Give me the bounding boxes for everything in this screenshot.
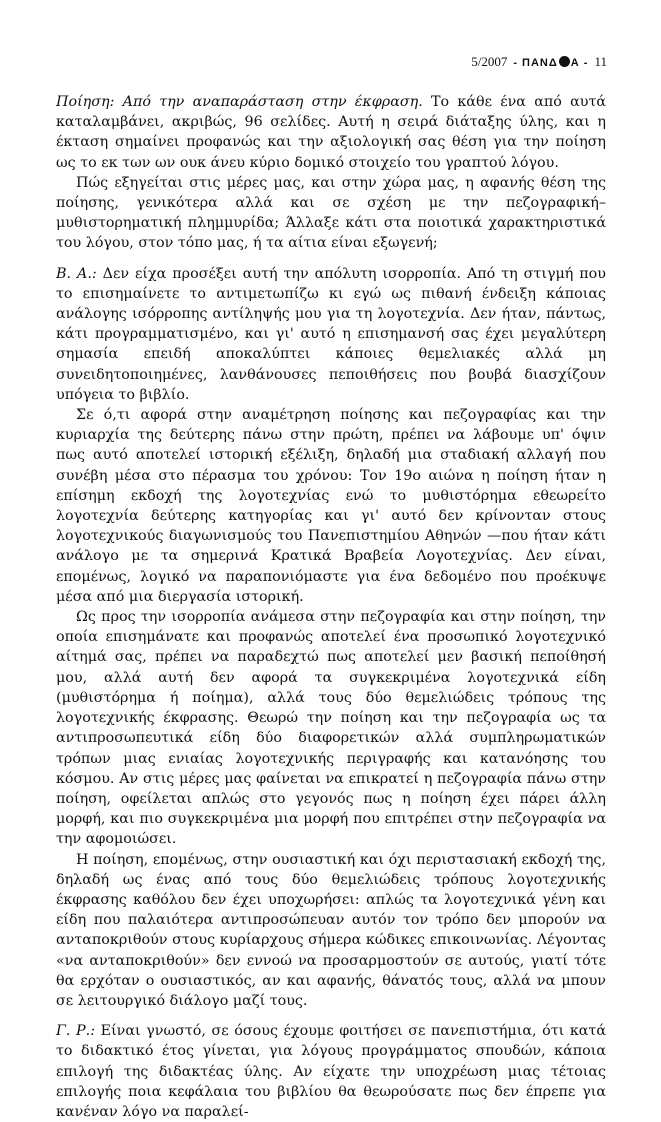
paragraph: Ποίηση: Από την αναπαράσταση στην έκφραση. Το κάθε ένα από αυτά καταλαμβάνει, ακριβώς, 96 σελίδες. Αυτή η σειρά διάταξης ύλης, και η έκταση σημαίνει προφανώς και την αξιολογική σας θέση για την ποίηση ως το εκ των ων ουκ άνευ κύριο δομικό στοιχείο του γραπτού λόγου. — [56, 94, 607, 171]
paragraph: Ως προς την ισορροπία ανάμεσα στην πεζογραφία και στην ποίηση, την οποία επισημάνατε και προφανώς αποτελεί ένα προσωπικό λογοτεχνικό αίτημά σας, πρέπει να παραδεχτώ πως αποτελεί μεν βασική πεποίθησή μου, αλλά αυτή δεν αφορά τα συγκεκριμένα λογοτεχνικά είδη (μυθιστόρημα ή ποίημα), αλλά τους δύο θεμελιώδεις τρόπους της λογοτεχνικής έκφρασης. Θεωρώ την ποίηση και την πεζογραφία ως τα αντιπροσωπευτικά είδη δύο διαφορετικών αλλά συμπληρωματικών τρόπων μιας ενιαίας λογοτεχνικής περιγραφής και κατανόησης του κόσμου. Αν στις μέρες μας φαίνεται να επικρατεί η πεζογραφία πάνω στην ποίηση, οφείλεται απλώς στο γεγονός πως η ποίηση έχει πάρει άλλη μορφή, και πιο συγκεκριμένα μια μορφή που επιτρέπει στην πεζογραφία να την αφομοιώσει. — [56, 609, 606, 848]
paragraph: Γ. Ρ.: Είναι γνωστό, σε όσους έχουμε φοιτήσει σε πανεπιστήμια, ότι κατά το διδακτικό έτος γίνεται, για λόγους προγράμματος σπουδών, κάποια επιλογή της διδακτέας ύλης. Αν είχατε την υποχρέωση μιας τέτοιας επιλογής ποια κεφάλαια του βιβλίου θα θεωρούσατε πως δεν έπρεπε για κανέναν λόγο να παραλεί- — [56, 1023, 606, 1120]
book-section-title: Ποίηση: Από την αναπαράσταση στην έκφραση. — [56, 94, 423, 110]
speaker-label: Β. Α.: — [56, 265, 97, 282]
paragraph: Σε ό,τι αφορά στην αναμέτρηση ποίησης και πεζογραφίας και την κυριαρχία της δεύτερης πάνω στην πρώτη, πρέπει να λάβουμε υπ' όψιν πως αυτό αποτελεί ιστορική εξέλιξη, δηλαδή μια σταδιακή αλλαγή που συνέβη μέσα στο πέρασμα του χρόνου: Τον 19ο αιώνα η ποίηση ήταν η επίσημη εκδοχή της λογοτεχνίας ενώ το μυθιστόρημα εθεωρείτο λογοτεχνία δεύτερης κατηγορίας και γι' αυτό δεν κρίνονταν στους λογοτεχνικούς διαγωνισμούς του Πανεπιστημίου Αθηνών —που ήταν κάτι ανάλογο με τα σημερινά Κρατικά Βραβεία Λογοτεχνίας. Δεν είναι, επομένως, λογικό να παραπονιόμαστε για ένα δεδομένο που προέκυψε μέσα από μια διεργασία ιστορική. — [56, 407, 606, 605]
page-number: 11 — [594, 54, 607, 69]
issue-date: 5/2007 — [471, 54, 508, 69]
logo-circle-icon — [559, 56, 570, 67]
magazine-logo: - ΠΑΝΔ Α - — [513, 56, 589, 69]
page-header — [471, 54, 607, 70]
paragraph: Β. Α.: Δεν είχα προσέξει αυτή την απόλυτη ισορροπία. Από τη στιγμή που το επισημαίνετε το αντιμετωπίζω κι εγώ ως πιθανή ένδειξη κάποιας ανάλογης ισόρροπης αντίληψής μου για τη λογοτεχνία. Δεν ήταν, πάντως, κάτι προγραμματισμένο, και γι' αυτό η επισημανσή σας έχει μεγαλύτερη σημασία επειδή αποκαλύπτει κάποιες θεμελιακές αλλά μη συνειδητοποιημένες, λανθάνουσες πεποιθήσεις που βουβά διασχίζουν υπόγεια το βιβλίο. — [56, 265, 606, 403]
speaker-label: Γ. Ρ.: — [56, 1023, 96, 1040]
article-body — [56, 92, 606, 1122]
paragraph: Η ποίηση, επομένως, στην ουσιαστική και όχι περιστασιακή εκδοχή της, δηλαδή ως ένας από τους δύο θεμελιώδεις τρόπους λογοτεχνικής έκφρασης καθόλου δεν έχει υποχωρήσει: απλώς τα λογοτεχνικά γένη και είδη που παλαιότερα αντιπροσώπευαν αυτόν τον τρόπο δεν μπορούν να ανταποκριθούν στους κυρίαρχους σήμερα κώδικες επικοινωνίας. Λέγοντας «να ανταποκριθούν» δεν εννοώ να προσαρμοστούν σε αυτούς, γιατί τότε θα ερχόταν ο ουσιαστικός, αν και αφανής, θάνατός τους, αλλά να μπουν σε λειτουργικό διάλογο μαζί τους. — [56, 851, 606, 1009]
paragraph: Πώς εξηγείται στις μέρες μας, και στην χώρα μας, η αφανής θέση της ποίησης, γενικότερα αλλά και σε σχέση με την πεζογραφική–μυθιστορηματική πλημμυρίδα; Άλλαξε κάτι στα ποιοτικά χαρακτηριστικά του λόγου, στον τόπο μας, ή τα αίτια είναι εξωγενή; — [56, 174, 606, 252]
